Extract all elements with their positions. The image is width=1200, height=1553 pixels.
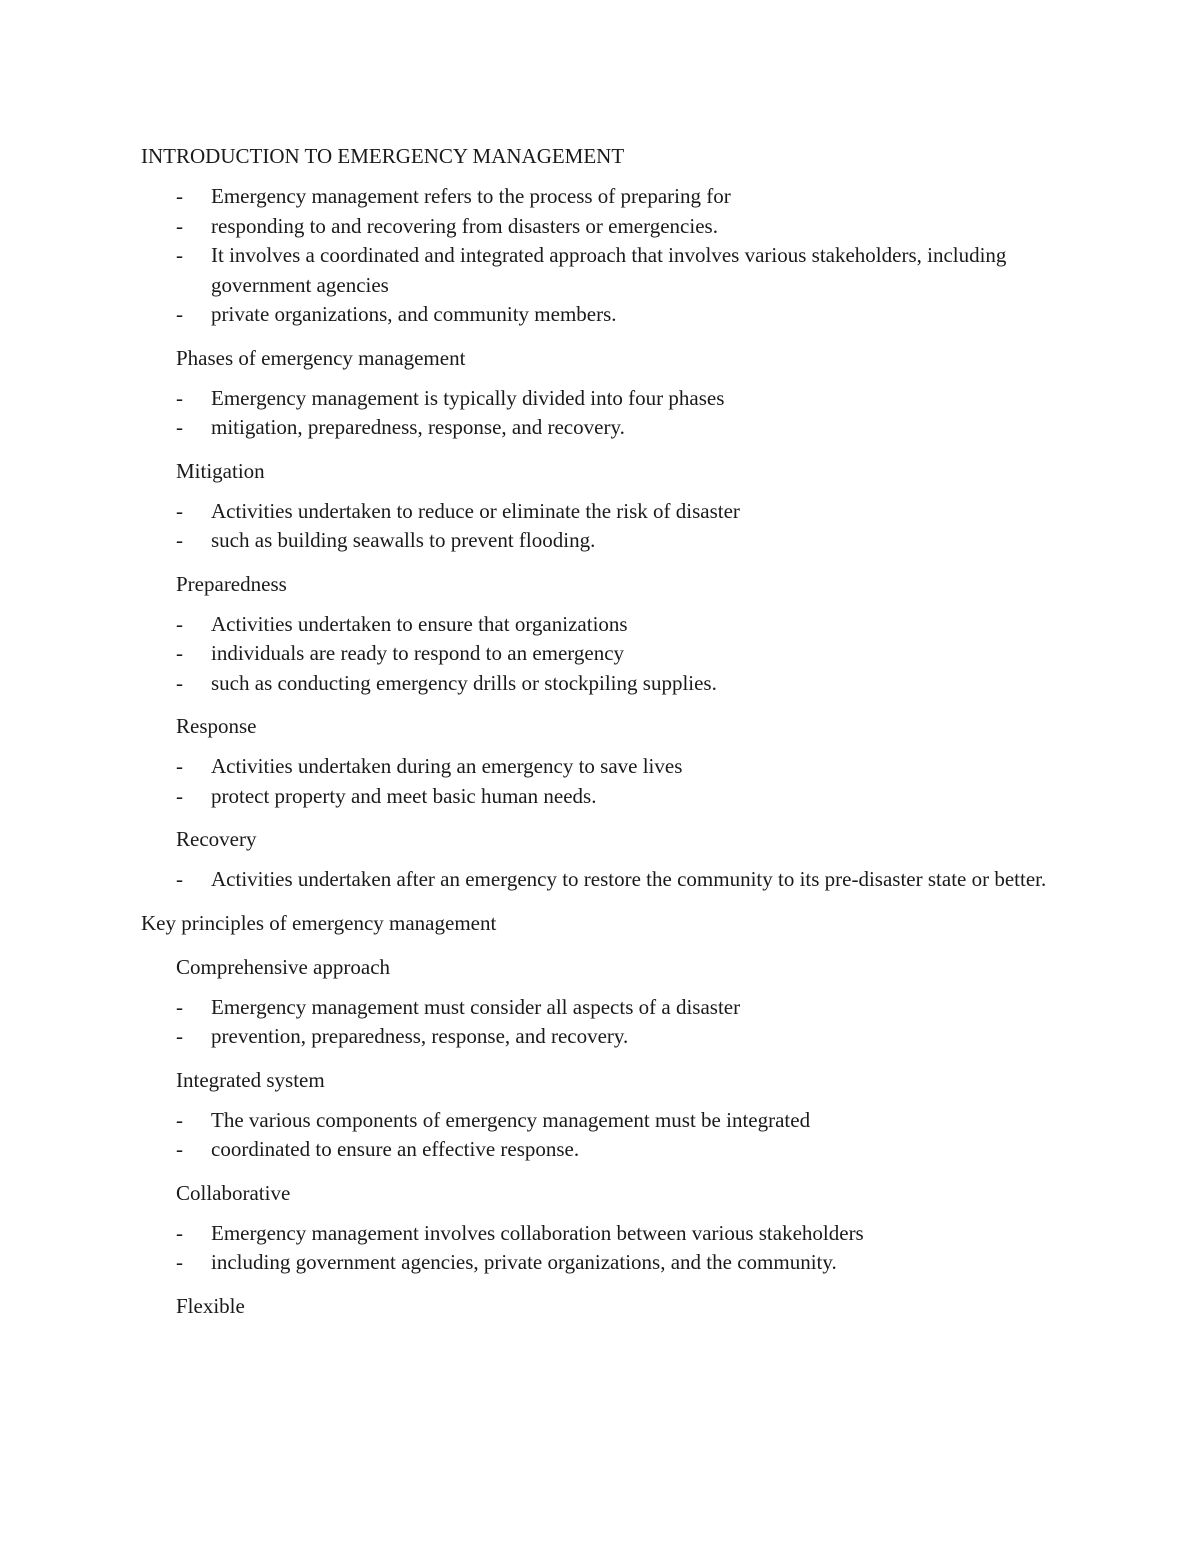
list-item-text: Emergency management refers to the process of preparing for xyxy=(211,184,731,208)
recovery-heading: Recovery xyxy=(176,827,257,851)
list-item xyxy=(141,1248,1081,1278)
list-item xyxy=(141,993,1081,1023)
bullet-dash: - xyxy=(176,213,183,238)
list-item xyxy=(141,413,1081,443)
list-item xyxy=(141,182,1081,212)
list-item-text: The various components of emergency management must be integrated xyxy=(211,1107,811,1132)
bullet-dash: - xyxy=(176,1220,183,1245)
bullet-dash: - xyxy=(176,754,183,778)
comprehensive-bullet-list xyxy=(141,993,1081,1052)
bullet-dash: - xyxy=(176,184,183,208)
list-item-text: Activities undertaken to ensure that organizations xyxy=(211,611,628,636)
mitigation-bullet-list xyxy=(141,497,1081,556)
bullet-dash: - xyxy=(176,1137,183,1161)
list-item-text: Emergency management involves collaboration between various stakeholders xyxy=(211,1220,864,1245)
list-item xyxy=(141,639,1081,669)
list-item-text: Emergency management must consider all aspects of a disaster xyxy=(211,994,741,1019)
list-item-text: Activities undertaken during an emergency to save lives xyxy=(211,754,683,778)
bullet-dash: - xyxy=(176,670,183,695)
collaborative-bullet-list xyxy=(141,1219,1081,1278)
mitigation-heading: Mitigation xyxy=(176,458,265,483)
list-item-text: Activities undertaken after an emergency to restore the community to its pre-disaster state or better. xyxy=(211,867,1047,891)
document-title: INTRODUCTION TO EMERGENCY MANAGEMENT xyxy=(141,144,625,168)
bullet-dash: - xyxy=(176,385,183,410)
list-item-text: coordinated to ensure an effective response. xyxy=(211,1137,580,1161)
preparedness-heading: Preparedness xyxy=(176,571,287,596)
bullet-dash: - xyxy=(176,1024,183,1048)
list-item-text: Emergency management is typically divided into four phases xyxy=(211,385,725,410)
list-item-text: responding to and recovering from disasters or emergencies. xyxy=(211,213,718,238)
integrated-heading: Integrated system xyxy=(176,1067,325,1092)
list-item xyxy=(141,384,1081,414)
comprehensive-heading: Comprehensive approach xyxy=(176,954,391,979)
list-item-text: such as conducting emergency drills or stockpiling supplies. xyxy=(211,670,717,695)
bullet-dash: - xyxy=(176,994,183,1019)
document-body xyxy=(141,138,1081,1332)
bullet-dash: - xyxy=(176,498,183,523)
bullet-dash: - xyxy=(176,611,183,636)
phases-bullet-list xyxy=(141,384,1081,443)
list-item-text: It involves a coordinated and integrated approach that involves various stakeholders, including government agencies xyxy=(211,243,1007,297)
list-item xyxy=(141,1106,1081,1136)
bullet-dash: - xyxy=(176,302,183,326)
list-item xyxy=(141,669,1081,699)
bullet-dash: - xyxy=(176,528,183,552)
response-heading: Response xyxy=(176,714,257,738)
bullet-dash: - xyxy=(176,867,183,891)
bullet-dash: - xyxy=(176,1250,183,1274)
list-item-text: individuals are ready to respond to an emergency xyxy=(211,641,625,665)
preparedness-bullet-list xyxy=(141,610,1081,699)
list-item-text: protect property and meet basic human needs. xyxy=(211,783,597,808)
bullet-dash: - xyxy=(176,415,183,439)
principles-heading: Key principles of emergency management xyxy=(141,910,497,935)
list-item xyxy=(141,865,1081,895)
list-item xyxy=(141,752,1081,782)
list-item xyxy=(141,1135,1081,1165)
integrated-bullet-list xyxy=(141,1106,1081,1165)
list-item xyxy=(141,497,1081,527)
collaborative-heading: Collaborative xyxy=(176,1180,291,1205)
list-item xyxy=(141,1219,1081,1249)
flexible-heading: Flexible xyxy=(176,1293,245,1318)
list-item xyxy=(141,241,1081,300)
bullet-dash: - xyxy=(176,243,183,267)
list-item-text: prevention, preparedness, response, and recovery. xyxy=(211,1024,629,1048)
list-item-text: such as building seawalls to prevent flooding. xyxy=(211,528,596,552)
list-item xyxy=(141,212,1081,242)
list-item xyxy=(141,526,1081,556)
bullet-dash: - xyxy=(176,1107,183,1132)
phases-heading: Phases of emergency management xyxy=(176,345,466,370)
intro-bullet-list xyxy=(141,182,1081,330)
list-item xyxy=(141,1022,1081,1052)
list-item-text: mitigation, preparedness, response, and recovery. xyxy=(211,415,625,439)
list-item xyxy=(141,300,1081,330)
bullet-dash: - xyxy=(176,783,183,808)
list-item-text: including government agencies, private organizations, and the community. xyxy=(211,1250,837,1274)
recovery-bullet-list xyxy=(141,865,1081,895)
list-item xyxy=(141,782,1081,812)
list-item-text: Activities undertaken to reduce or eliminate the risk of disaster xyxy=(211,498,740,523)
list-item xyxy=(141,610,1081,640)
response-bullet-list xyxy=(141,752,1081,811)
bullet-dash: - xyxy=(176,641,183,665)
list-item-text: private organizations, and community members. xyxy=(211,302,617,326)
